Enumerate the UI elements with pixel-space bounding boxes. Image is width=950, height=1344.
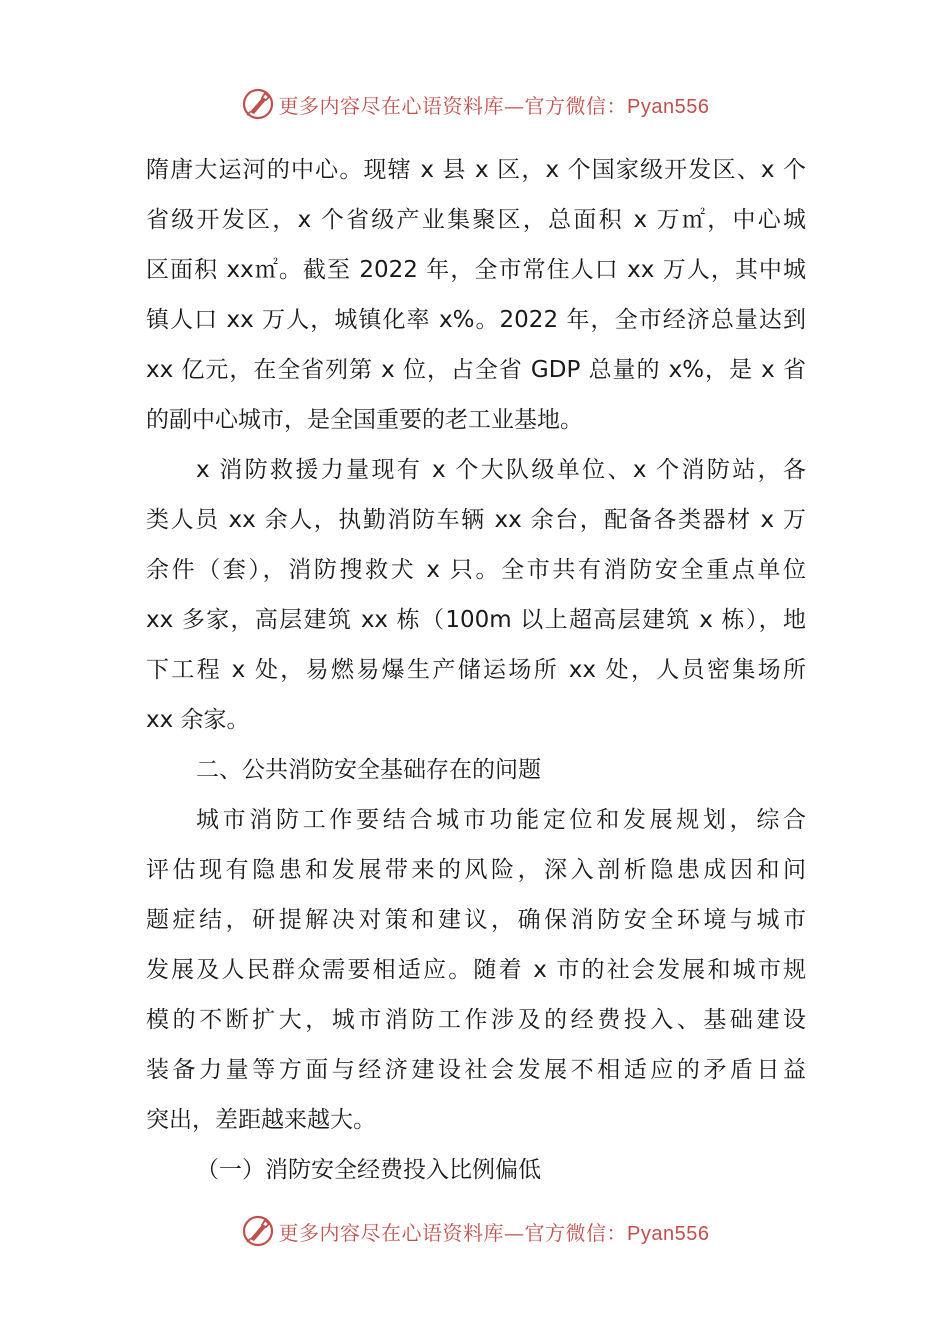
text-line: 区面积 xx㎡。截至 2022 年，全市常住人口 xx 万人，其中城: [146, 257, 806, 283]
pen-nib-icon: [241, 87, 275, 121]
watermark-header: [0, 84, 950, 124]
text-line: 题症结，研提解决对策和建议，确保消防安全环境与城市: [146, 907, 806, 933]
text-line: 突出，差距越来越大。: [146, 1107, 376, 1133]
watermark-footer: [0, 1211, 950, 1251]
text-line: （一）消防安全经费投入比例偏低: [196, 1157, 541, 1183]
text-line: 省级开发区，x 个省级产业集聚区，总面积 x 万㎡，中心城: [146, 207, 806, 233]
text-line: 类人员 xx 余人，执勤消防车辆 xx 余台，配备各类器材 x 万: [146, 507, 806, 533]
watermark-text: [279, 90, 710, 119]
watermark-handle: Pyan556: [627, 1222, 710, 1245]
text-line: x 消防救援力量现有 x 个大队级单位、x 个消防站，各: [196, 457, 806, 483]
watermark-handle: Pyan556: [627, 95, 710, 118]
text-line: 下工程 x 处，易燃易爆生产储运场所 xx 处，人员密集场所: [146, 657, 806, 683]
text-line: 评估现有隐患和发展带来的风险，深入剖析隐患成因和问: [146, 857, 806, 883]
watermark-text: [279, 1217, 710, 1246]
text-line: 的副中心城市，是全国重要的老工业基地。: [146, 407, 583, 433]
text-line: 余件（套），消防搜救犬 x 只。全市共有消防安全重点单位: [146, 557, 806, 583]
text-line: 装备力量等方面与经济建设社会发展不相适应的矛盾日益: [146, 1057, 806, 1083]
text-line: 镇人口 xx 万人，城镇化率 x%。2022 年，全市经济总量达到: [146, 307, 806, 333]
text-line: 隋唐大运河的中心。现辖 x 县 x 区，x 个国家级开发区、x 个: [146, 157, 806, 183]
watermark-caption: 更多内容尽在心语资料库—官方微信：: [278, 93, 628, 118]
text-line: xx 余家。: [146, 707, 250, 733]
watermark-caption: 更多内容尽在心语资料库—官方微信：: [278, 1220, 628, 1245]
text-line: 发展及人民群众需要相适应。随着 x 市的社会发展和城市规: [146, 957, 806, 983]
text-line: 城市消防工作要结合城市功能定位和发展规划，综合: [196, 807, 806, 833]
text-line: xx 多家，高层建筑 xx 栋（100m 以上超高层建筑 x 栋），地: [146, 607, 806, 633]
document-body: [146, 145, 806, 1195]
text-line: 二、公共消防安全基础存在的问题: [196, 757, 541, 783]
text-line: 模的不断扩大，城市消防工作涉及的经费投入、基础建设: [146, 1007, 806, 1033]
pen-nib-icon: [241, 1214, 275, 1248]
text-line: xx 亿元，在全省列第 x 位，占全省 GDP 总量的 x%，是 x 省: [146, 357, 806, 383]
